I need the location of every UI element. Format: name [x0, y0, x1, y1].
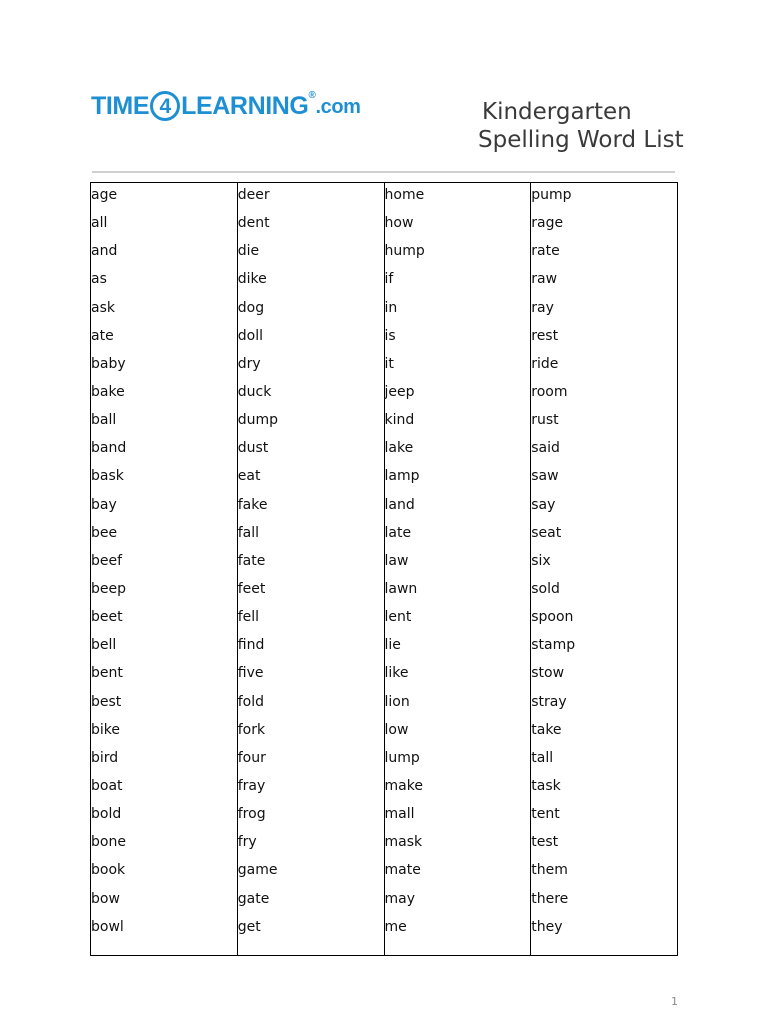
logo-text-learning: LEARNING [181, 91, 309, 120]
word-cell: lawn [384, 580, 418, 597]
word-cell: stow [531, 665, 565, 682]
word-cell: how [384, 215, 414, 232]
word-cell: bone [91, 834, 126, 851]
word-cell: lamp [384, 468, 420, 485]
word-cell: seat [531, 524, 562, 541]
word-cell: four [237, 749, 266, 766]
word-cell: deer [237, 187, 270, 203]
title-line-2: Spelling Word List [478, 127, 684, 153]
word-cell: ask [91, 299, 115, 316]
word-cell: room [531, 383, 568, 400]
word-cell: eat [237, 468, 261, 485]
word-cell: stray [531, 693, 567, 710]
word-cell: ray [531, 299, 554, 316]
word-cell: ball [91, 412, 117, 429]
word-cell: say [531, 496, 556, 513]
word-cell: pump [531, 187, 572, 203]
word-cell: mate [384, 862, 421, 879]
word-cell: band [91, 440, 127, 457]
time4learning-logo [91, 86, 361, 126]
word-cell: baby [91, 355, 126, 372]
word-cell: bell [91, 637, 117, 654]
word-cell: mall [384, 806, 415, 823]
word-cell: doll [237, 327, 263, 344]
word-cell: six [531, 552, 551, 569]
word-cell: said [531, 440, 560, 457]
word-cell: stamp [531, 637, 576, 654]
word-cell: it [384, 355, 394, 372]
word-cell: tent [531, 806, 560, 823]
word-cell: five [237, 665, 264, 682]
word-cell: bold [91, 806, 122, 823]
word-cell: game [237, 862, 278, 879]
word-cell: feet [237, 580, 266, 597]
word-cell: lion [384, 693, 410, 710]
word-cell: bent [91, 665, 123, 682]
word-cell: may [384, 890, 416, 907]
word-cell: bask [91, 468, 124, 485]
word-cell: gate [237, 890, 270, 907]
word-cell: raw [531, 271, 558, 288]
word-cell: fate [237, 552, 266, 569]
word-cell: low [384, 721, 409, 738]
word-cell: tall [531, 749, 554, 766]
word-cell: bow [91, 890, 120, 907]
word-cell: hump [384, 243, 425, 260]
word-cell: lie [384, 637, 401, 654]
word-cell: land [384, 496, 415, 513]
word-cell: frog [237, 806, 266, 823]
word-cell: dust [237, 440, 269, 457]
word-cell: beet [91, 609, 123, 626]
word-cell: make [384, 777, 423, 794]
header-divider [92, 171, 675, 173]
word-cell: bake [91, 383, 125, 400]
word-cell: as [91, 271, 107, 288]
word-cell: late [384, 524, 412, 541]
word-cell: ride [531, 355, 559, 372]
word-cell: get [237, 918, 261, 935]
word-cell: spoon [531, 609, 574, 626]
word-column [384, 183, 531, 955]
word-cell: bird [91, 749, 119, 766]
word-cell: dump [237, 412, 279, 429]
logo-text-com: .com [315, 95, 361, 118]
word-cell: rage [531, 215, 564, 232]
word-cell: die [237, 243, 260, 260]
word-cell: there [531, 890, 569, 907]
spelling-word-table [90, 182, 678, 956]
word-cell: sold [531, 580, 560, 597]
word-cell: all [91, 215, 108, 232]
word-cell: me [384, 918, 407, 935]
word-cell: and [91, 243, 118, 260]
word-cell: book [91, 862, 126, 879]
word-cell: fry [237, 834, 257, 851]
word-cell: ate [91, 327, 114, 344]
word-cell: kind [384, 412, 415, 429]
word-cell: age [91, 187, 118, 203]
word-cell: they [531, 918, 563, 935]
word-cell: is [384, 327, 396, 344]
word-column [237, 183, 384, 955]
logo-text-time: TIME [91, 91, 150, 120]
word-cell: home [384, 187, 425, 203]
word-cell: dog [237, 299, 265, 316]
word-cell: dent [237, 215, 270, 232]
word-cell: task [531, 777, 561, 794]
word-cell: rate [531, 243, 560, 260]
page-number: 1 [671, 995, 678, 1008]
word-cell: fork [237, 721, 266, 738]
word-cell: in [384, 299, 398, 316]
word-cell: fake [237, 496, 268, 513]
word-cell: bee [91, 524, 118, 541]
word-cell: dike [237, 271, 267, 288]
word-cell: fell [237, 609, 260, 626]
word-cell: them [531, 862, 568, 879]
word-cell: bowl [91, 918, 124, 935]
word-column [91, 183, 237, 955]
word-cell: beef [91, 552, 123, 569]
word-cell: duck [237, 383, 272, 400]
word-cell: if [384, 271, 394, 288]
word-cell: test [531, 834, 559, 851]
word-cell: lump [384, 749, 420, 766]
word-cell: lake [384, 440, 414, 457]
word-cell: jeep [384, 383, 415, 400]
word-cell: boat [91, 777, 123, 794]
title-line-1: Kindergarten [482, 99, 632, 125]
logo-registered-mark: ® [308, 90, 316, 101]
document-title [478, 98, 684, 154]
word-cell: fall [237, 524, 260, 541]
word-cell: take [531, 721, 562, 738]
word-cell: rest [531, 327, 559, 344]
word-cell: lent [384, 609, 412, 626]
word-cell: find [237, 637, 265, 654]
word-cell: bay [91, 496, 117, 513]
logo-clock-four-icon: 4 [150, 91, 180, 121]
word-cell: like [384, 665, 409, 682]
word-cell: beep [91, 580, 126, 597]
word-cell: mask [384, 834, 423, 851]
word-cell: saw [531, 468, 559, 485]
word-cell: dry [237, 355, 261, 372]
word-column [530, 183, 677, 955]
word-cell: fray [237, 777, 266, 794]
word-cell: law [384, 552, 409, 569]
word-cell: fold [237, 693, 265, 710]
word-cell: bike [91, 721, 120, 738]
word-cell: best [91, 693, 122, 710]
word-cell: rust [531, 412, 559, 429]
